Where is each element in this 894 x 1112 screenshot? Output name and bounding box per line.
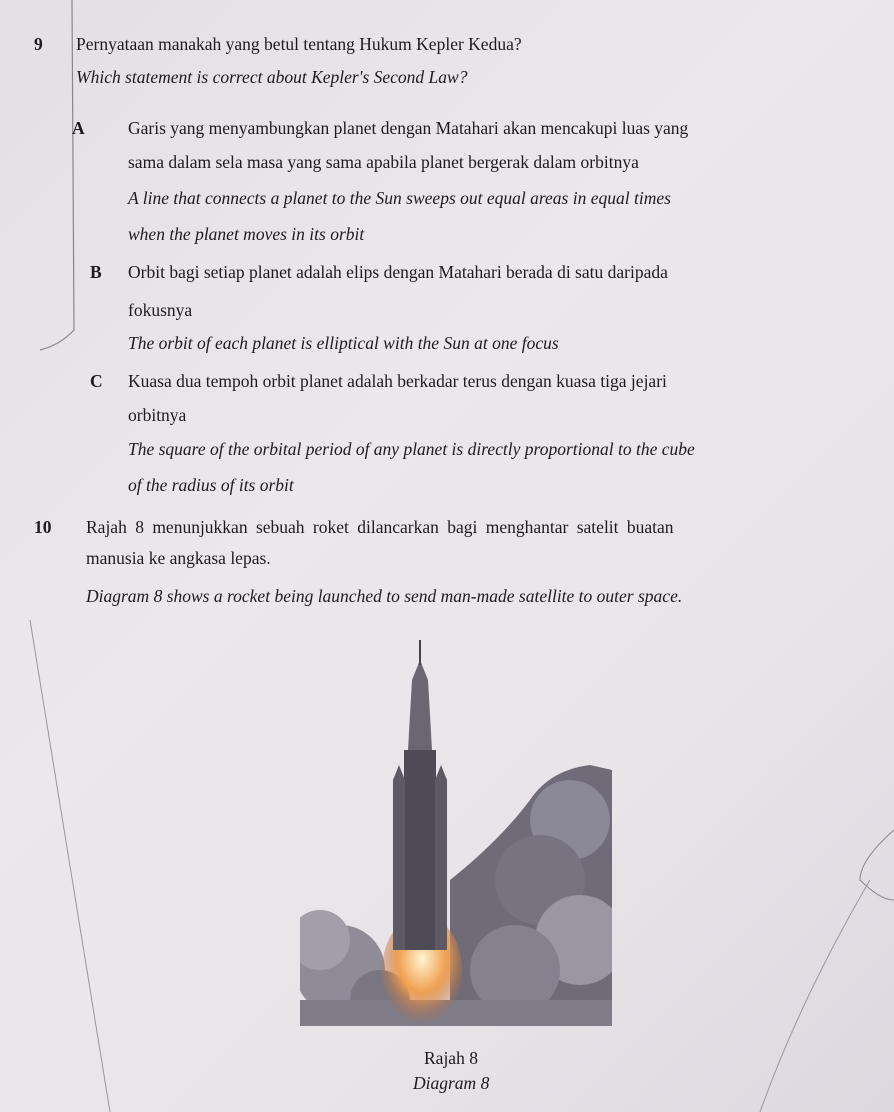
question-9-english: Which statement is correct about Kepler's Second Law? bbox=[76, 67, 468, 87]
question-9-malay: Pernyataan manakah yang betul tentang Hukum Kepler Kedua? bbox=[76, 34, 522, 54]
option-c-malay-2: orbitnya bbox=[128, 405, 187, 425]
option-a-english-2: when the planet moves in its orbit bbox=[128, 224, 365, 244]
option-c-letter[interactable]: C bbox=[90, 371, 103, 391]
diagram-caption-english: Diagram 8 bbox=[413, 1073, 490, 1093]
question-10-number: 10 bbox=[34, 517, 52, 537]
option-a-english-1: A line that connects a planet to the Sun sweeps out equal areas in equal times bbox=[128, 188, 671, 208]
option-b-malay-1: Orbit bagi setiap planet adalah elips dengan Matahari berada di satu daripada bbox=[128, 262, 668, 282]
option-a-letter[interactable]: A bbox=[72, 118, 85, 138]
option-b-malay-2: fokusnya bbox=[128, 300, 193, 320]
rocket-launch-image bbox=[300, 640, 612, 1026]
option-a-malay-1: Garis yang menyambungkan planet dengan Matahari akan mencakupi luas yang bbox=[128, 118, 689, 138]
option-c-english-1: The square of the orbital period of any planet is directly proportional to the cube bbox=[128, 439, 695, 459]
option-c-malay-1: Kuasa dua tempoh orbit planet adalah berkadar terus dengan kuasa tiga jejari bbox=[128, 371, 667, 391]
diagram-caption-malay: Rajah 8 bbox=[424, 1048, 478, 1068]
option-b-english-1: The orbit of each planet is elliptical with the Sun at one focus bbox=[128, 333, 559, 353]
option-c-english-2: of the radius of its orbit bbox=[128, 475, 294, 495]
question-10-english: Diagram 8 shows a rocket being launched to send man-made satellite to outer space. bbox=[86, 586, 683, 606]
option-b-letter[interactable]: B bbox=[90, 262, 102, 282]
question-10-malay-2: manusia ke angkasa lepas. bbox=[86, 548, 271, 568]
question-10-malay-1: Rajah 8 menunjukkan sebuah roket dilancarkan bagi menghantar satelit buatan bbox=[86, 517, 674, 537]
question-9-number: 9 bbox=[34, 34, 43, 54]
option-a-malay-2: sama dalam sela masa yang sama apabila planet bergerak dalam orbitnya bbox=[128, 152, 639, 172]
